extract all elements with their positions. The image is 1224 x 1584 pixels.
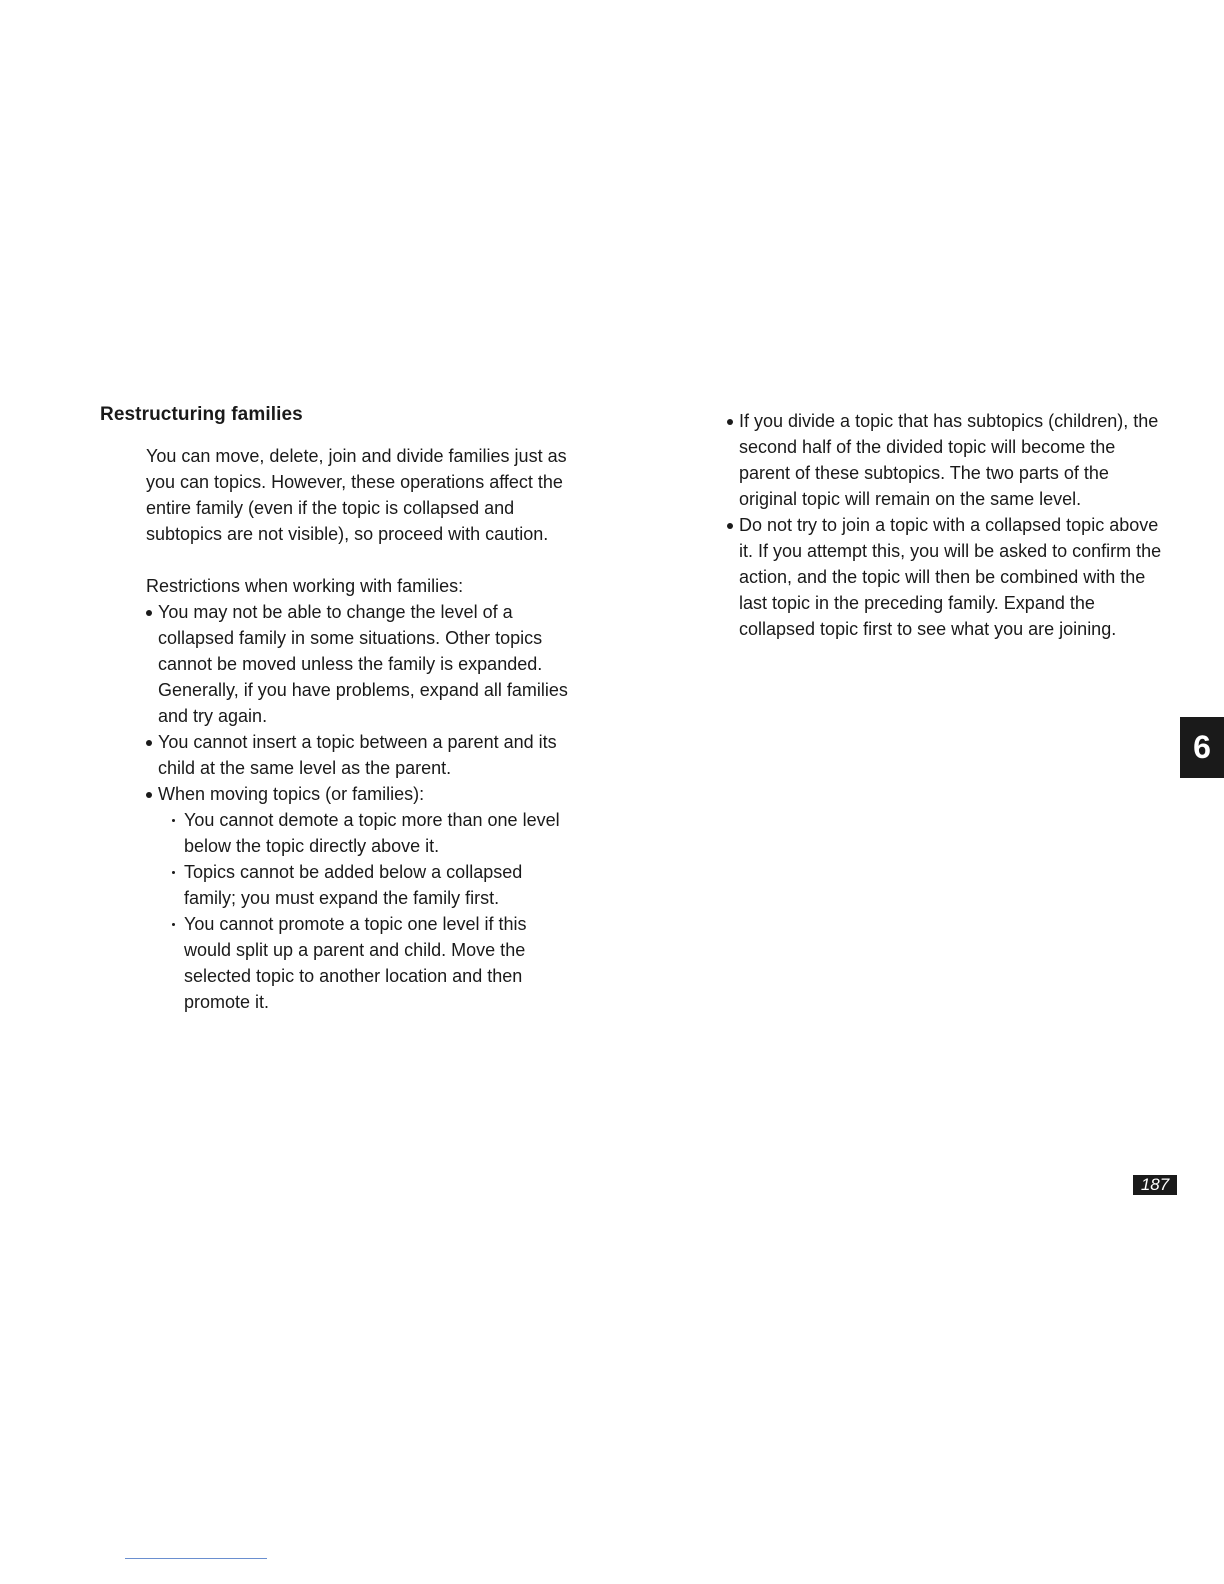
chapter-tab: 6: [1180, 717, 1224, 778]
list-item: [146, 781, 586, 1015]
sub-bullet-icon: [172, 871, 175, 874]
list-item: [146, 729, 586, 781]
sub-list-item: [172, 859, 564, 911]
restrictions-title: Restrictions when working with families:: [146, 576, 464, 596]
bullet-icon: [727, 419, 733, 425]
sub-list-item-text: You cannot demote a topic more than one level below the topic directly above it.: [184, 810, 560, 856]
sub-list-item: [172, 807, 564, 859]
list-item-text: You may not be able to change the level of a collapsed family in some situations. Other topics cannot be moved unless the family is expanded. Generally, if you have problems, expand all families and try again.: [158, 602, 568, 726]
sub-bullet-icon: [172, 923, 175, 926]
list-item: [727, 512, 1167, 642]
list-item: [146, 599, 586, 729]
bullet-icon: [146, 740, 152, 746]
list-item-text: Do not try to join a topic with a collapsed topic above it. If you attempt this, you will be asked to confirm the action, and the topic will then be combined with the last topic in the preceding family. Expand the collapsed topic first to see what you are joining.: [739, 515, 1162, 639]
bullet-icon: [146, 610, 152, 616]
list-item-text: If you divide a topic that has subtopics (children), the second half of the divided topic will become the parent of these subtopics. The two parts of the original topic will remain on the same level.: [739, 411, 1159, 509]
intro-paragraph: You can move, delete, join and divide families just as you can topics. However, these operations affect the entire family (even if the topic is collapsed and subtopics are not visible), so proceed with caution.: [146, 446, 567, 544]
bullet-icon: [146, 792, 152, 798]
bottom-rule: [125, 1558, 267, 1559]
list-item-text: You cannot insert a topic between a parent and its child at the same level as the parent.: [158, 732, 557, 778]
page-number: 187: [1133, 1175, 1177, 1195]
right-column: [727, 408, 1167, 642]
bullet-icon: [727, 523, 733, 529]
list-item: [727, 408, 1167, 512]
moving-sub-list: [172, 807, 586, 1015]
sub-list-item-text: Topics cannot be added below a collapsed family; you must expand the family first.: [184, 862, 523, 908]
left-column: [146, 443, 586, 1015]
restrictions-list: [146, 599, 586, 1015]
list-item-text: When moving topics (or families):: [158, 784, 425, 804]
sub-list-item-text: You cannot promote a topic one level if this would split up a parent and child. Move the selected topic to another location and then promote it.: [184, 914, 527, 1012]
sub-list-item: [172, 911, 564, 1015]
sub-bullet-icon: [172, 819, 175, 822]
section-heading: Restructuring families: [100, 404, 303, 425]
right-bullet-list: [727, 408, 1167, 642]
